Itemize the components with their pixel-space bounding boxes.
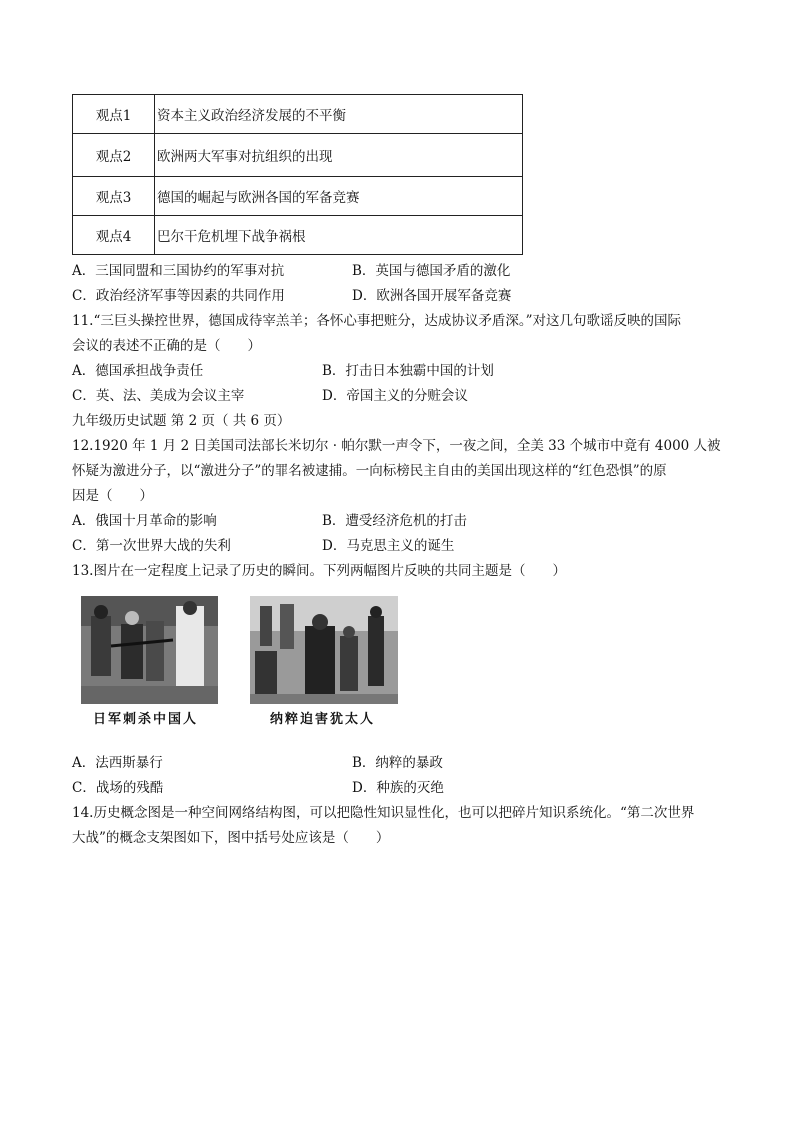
q12-option-c: C．第一次世界大战的失利 (72, 538, 231, 554)
q11-stem-line1: 11.“三巨头操控世界，德国成待宰羔羊；各怀心事把赃分，达成协议矛盾深。”对这几句歌谣反映的国际 (72, 313, 682, 329)
viewpoint-text: 德国的崛起与欧洲各国的军备竞赛 (155, 177, 523, 216)
q14-stem-line2: 大战”的概念支架图如下，图中括号处应该是（ ） (72, 830, 390, 846)
viewpoint-text: 资本主义政治经济发展的不平衡 (155, 95, 523, 134)
photo-japanese-soldiers (81, 596, 218, 704)
q10-option-d: D．欧洲各国开展军备竞赛 (352, 288, 512, 304)
viewpoint-key: 观点1 (73, 95, 155, 134)
q13-option-a: A．法西斯暴行 (72, 755, 163, 771)
table-row (73, 216, 523, 255)
q11-option-a: A．德国承担战争责任 (72, 363, 204, 379)
q10-option-a: A．三国同盟和三国协约的军事对抗 (72, 263, 285, 279)
q12-option-b: B．遭受经济危机的打击 (322, 513, 467, 529)
q11-option-b: B．打击日本独霸中国的计划 (322, 363, 494, 379)
q11-stem-line2: 会议的表述不正确的是（ ） (72, 338, 261, 354)
caption-left: 日军刺杀中国人 (93, 712, 199, 727)
q13-option-c: C．战场的残酷 (72, 780, 164, 796)
q10-option-c: C．政治经济军事等因素的共同作用 (72, 288, 285, 304)
viewpoint-key: 观点4 (73, 216, 155, 255)
viewpoint-text: 欧洲两大军事对抗组织的出现 (155, 134, 523, 177)
q13-stem: 13.图片在一定程度上记录了历史的瞬间。下列两幅图片反映的共同主题是（ ） (72, 563, 566, 579)
q13-option-d: D．种族的灭绝 (352, 780, 444, 796)
q12-option-a: A．俄国十月革命的影响 (72, 513, 217, 529)
page-footer: 九年级历史试题 第 2 页（ 共 6 页） (72, 413, 291, 429)
q12-stem-line2: 怀疑为激进分子，以“激进分子”的罪名被逮捕。一向标榜民主自由的美国出现这样的“红色恐惧”的原 (72, 463, 667, 479)
viewpoint-key: 观点3 (73, 177, 155, 216)
viewpoints-table (72, 94, 523, 255)
q11-option-d: D．帝国主义的分赃会议 (322, 388, 468, 404)
caption-right: 纳粹迫害犹太人 (270, 712, 376, 727)
table-row (73, 95, 523, 134)
q11-option-c: C．英、法、美成为会议主宰 (72, 388, 245, 404)
q13-option-b: B．纳粹的暴政 (352, 755, 443, 771)
q12-stem-line3: 因是（ ） (72, 488, 153, 504)
q14-stem-line1: 14.历史概念图是一种空间网络结构图，可以把隐性知识显性化，也可以把碎片知识系统化。“第二次世界 (72, 805, 695, 821)
q12-option-d: D．马克思主义的诞生 (322, 538, 455, 554)
q12-stem-line1: 12.1920 年 1 月 2 日美国司法部长米切尔 · 帕尔默一声令下，一夜之间，全美 33 个城市中竟有 4000 人被 (72, 438, 721, 454)
viewpoint-key: 观点2 (73, 134, 155, 177)
table-row (73, 177, 523, 216)
table-row (73, 134, 523, 177)
q10-option-b: B．英国与德国矛盾的激化 (352, 263, 511, 279)
viewpoint-text: 巴尔干危机埋下战争祸根 (155, 216, 523, 255)
photo-nazi-persecution (250, 596, 398, 704)
